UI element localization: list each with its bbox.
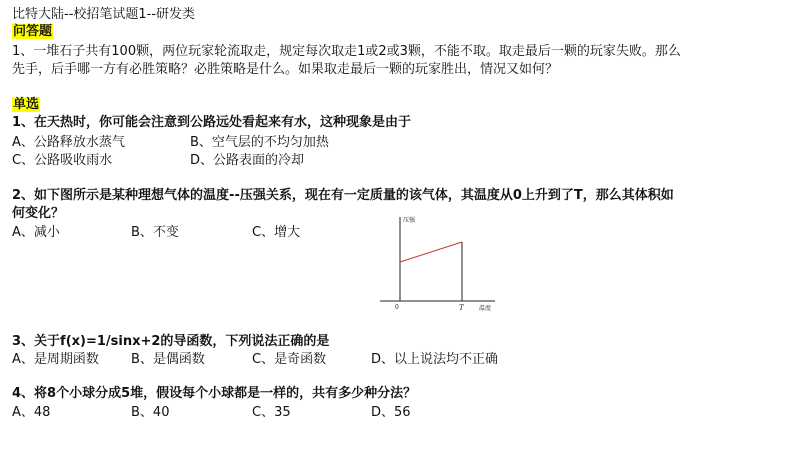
question-3-option-b: B、是偶函数 <box>131 352 205 367</box>
question-2-option-c: C、增大 <box>252 225 301 240</box>
question-3-option-d: D、以上说法均不正确 <box>371 352 499 367</box>
temperature-pressure-graph <box>370 212 505 317</box>
question-1-option-d: D、公路表面的冷却 <box>190 153 305 168</box>
qa-question-line-1: 1、一堆石子共有100颗，两位玩家轮流取走，规定每次取走1或2或3颗，不能不取。取走最后一颗的玩家失败。那么 <box>12 44 681 59</box>
section-heading-single-choice: 单选 <box>13 97 40 112</box>
question-2-line-1: 2、如下图所示是某种理想气体的温度--压强关系，现在有一定质量的该气体，其温度从0上升到了T，那么其体积如 <box>12 188 674 203</box>
question-2-option-a: A、减小 <box>12 225 60 240</box>
question-4-option-c: C、35 <box>252 405 291 420</box>
question-4-option-d: D、56 <box>371 405 411 420</box>
graph-y-label: 压强 <box>403 217 416 224</box>
question-1-option-a: A、公路释放水蒸气 <box>12 135 125 150</box>
question-2-line-2: 何变化？ <box>12 206 65 221</box>
question-4-option-a: A、48 <box>12 405 51 420</box>
graph-x-label: 温度 <box>479 305 492 312</box>
question-4-text: 4、将8个小球分成5堆，假设每个小球都是一样的，共有多少种分法？ <box>12 386 417 401</box>
graph-t-label: T <box>459 304 464 312</box>
question-1-text: 1、在天热时，你可能会注意到公路远处看起来有水，这种现象是由于 <box>12 115 412 130</box>
question-2-option-b: B、不变 <box>131 225 179 240</box>
graph-pressure-line <box>400 242 462 262</box>
section-heading-qa: 问答题 <box>13 24 53 39</box>
question-3-text: 3、关于f(x)=1/sinx+2的导函数，下列说法正确的是 <box>12 334 330 349</box>
question-3-option-c: C、是奇函数 <box>252 352 327 367</box>
question-3-option-a: A、是周期函数 <box>12 352 99 367</box>
page-title: 比特大陆--校招笔试题1--研发类 <box>12 7 196 22</box>
question-4-option-b: B、40 <box>131 405 170 420</box>
question-1-option-c: C、公路吸收雨水 <box>12 153 113 168</box>
qa-question-line-2: 先手，后手哪一方有必胜策略？必胜策略是什么。如果取走最后一颗的玩家胜出，情况又如何？ <box>12 62 559 77</box>
graph-origin-label: 0 <box>395 304 399 311</box>
question-1-option-b: B、空气层的不均匀加热 <box>190 135 329 150</box>
